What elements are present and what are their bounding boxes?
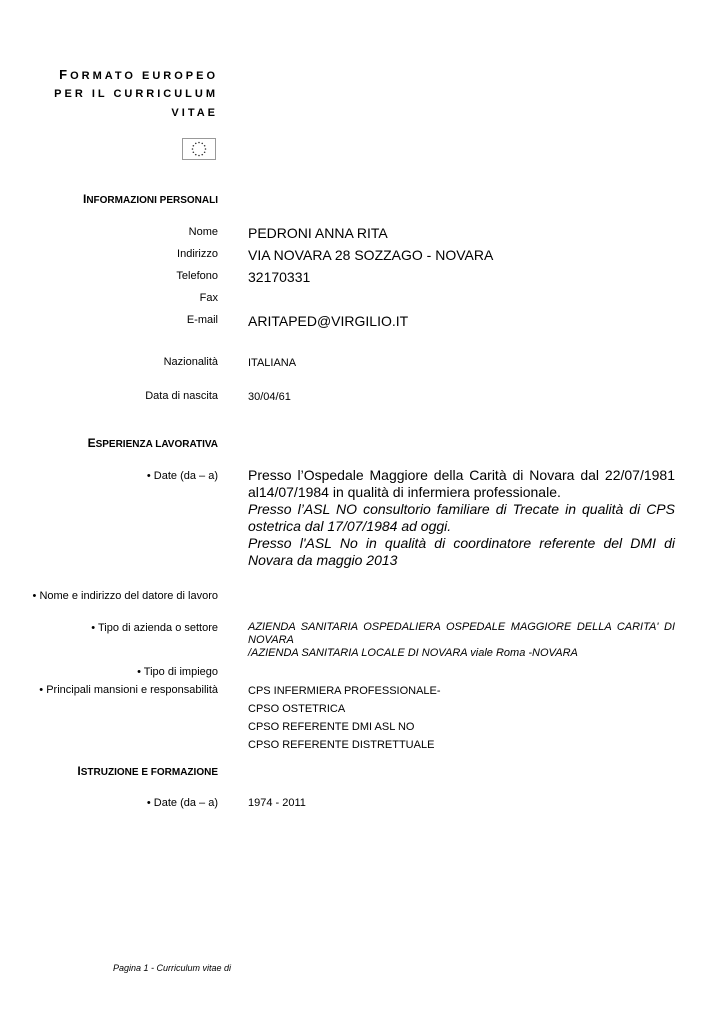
sector-line-2: /AZIENDA SANITARIA LOCALE DI NOVARA viale Roma -NOVARA (248, 647, 578, 659)
flag-star-icon (201, 154, 203, 156)
duty-item: CPSO OSTETRICA (248, 703, 346, 715)
work-entry-1: Presso l’Ospedale Maggiore della Carità di Novara dal 22/07/1981 al14/07/1984 in qualità di infermiera professionale. (248, 467, 675, 500)
phone-label: Telefono (176, 270, 218, 282)
nationality-label: Nazionalità (163, 356, 218, 368)
job-type-label: • Tipo di impiego (137, 666, 218, 678)
flag-star-icon (193, 151, 195, 153)
sector-label: • Tipo di azienda o settore (91, 622, 218, 634)
flag-star-icon (195, 154, 197, 156)
name-value: PEDRONI ANNA RITA (248, 225, 388, 241)
sector-line-1: AZIENDA SANITARIA OSPEDALIERA OSPEDALE MAGGIORE DELLA CARITA' DI NOVARA (248, 621, 675, 646)
section-rest: NFORMAZIONI PERSONALI (86, 195, 218, 206)
birth-date-value: 30/04/61 (248, 391, 291, 403)
eu-flag-icon (182, 138, 216, 160)
cv-title-line-2: PER IL CURRICULUM (54, 88, 218, 100)
work-entry-3: Presso l'ASL No in qualità di coordinatore referente del DMI di Novara da maggio 2013 (248, 535, 675, 568)
section-work-experience-heading (88, 436, 218, 450)
flag-star-icon (198, 142, 200, 144)
duty-item: CPSO REFERENTE DMI ASL NO (248, 721, 415, 733)
flag-star-icon (201, 143, 203, 145)
address-label: Indirizzo (177, 248, 218, 260)
section-rest: STRUZIONE E FORMAZIONE (80, 767, 218, 778)
duties-list (248, 682, 441, 754)
section-personal-info-heading (83, 192, 218, 206)
work-entry-2: Presso l’ASL NO consultorio familiare di Trecate in qualità di CPS ostetrica dal 17/07/1984 ad oggi. (248, 501, 675, 534)
section-education-heading (77, 764, 218, 778)
nationality-value: ITALIANA (248, 357, 297, 369)
flag-star-icon (204, 151, 206, 153)
duties-label: • Principali mansioni e responsabilità (39, 684, 218, 696)
eu-stars-icon (183, 139, 215, 159)
email-label: E-mail (186, 314, 218, 326)
section-rest: SPERIENZA LAVORATIVA (95, 439, 218, 450)
flag-star-icon (205, 148, 207, 150)
flag-star-icon (193, 145, 195, 147)
cv-title-rest: ORMATO EUROPEO (70, 70, 218, 82)
cv-title-line-1 (59, 66, 218, 85)
education-dates-label: • Date (da – a) (146, 797, 218, 809)
email-value: ARITAPED@VIRGILIO.IT (248, 313, 409, 329)
sector-description (248, 621, 675, 660)
section-initial: E (87, 436, 96, 450)
flag-star-icon (195, 143, 197, 145)
duty-item: CPSO REFERENTE DISTRETTUALE (248, 739, 435, 751)
cv-title-line-3: VITAE (171, 107, 218, 119)
flag-star-icon (204, 145, 206, 147)
cv-title-initial: F (59, 67, 71, 82)
birth-date-label: Data di nascita (145, 390, 218, 402)
duty-item: CPS INFERMIERA PROFESSIONALE- (248, 685, 441, 697)
name-label: Nome (188, 226, 218, 238)
work-dates-description (248, 467, 675, 569)
employer-label: • Nome e indirizzo del datore di lavoro (32, 590, 218, 602)
flag-star-icon (198, 155, 200, 157)
education-dates-value: 1974 - 2011 (248, 797, 306, 809)
address-value: VIA NOVARA 28 SOZZAGO - NOVARA (248, 247, 494, 263)
section-initial: I (77, 764, 81, 778)
page-footer: Pagina 1 - Curriculum vitae di (113, 963, 232, 973)
phone-value: 32170331 (248, 269, 311, 285)
work-dates-label: • Date (da – a) (146, 470, 218, 482)
section-initial: I (82, 192, 87, 206)
flag-star-icon (192, 148, 194, 150)
fax-label: Fax (199, 292, 218, 304)
